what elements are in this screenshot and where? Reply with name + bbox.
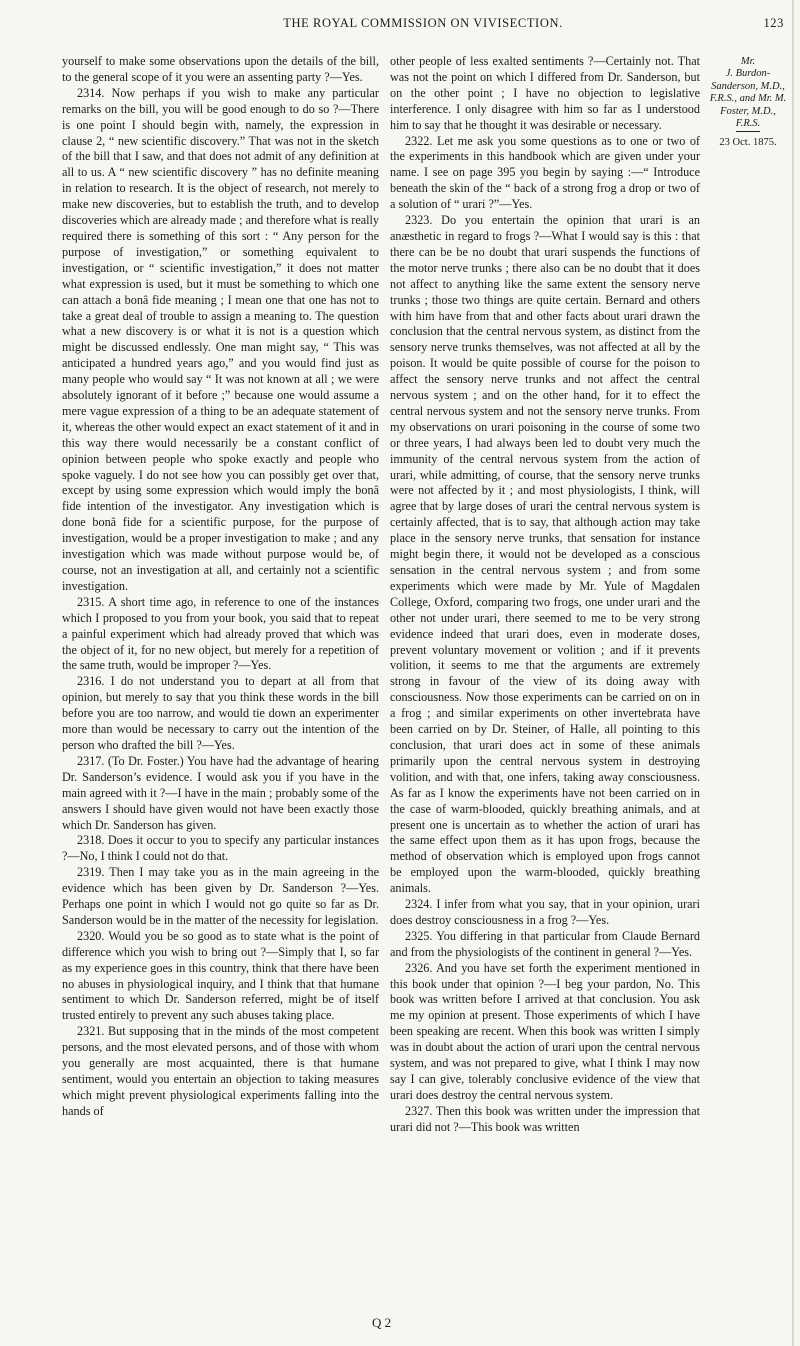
paragraph: other people of less exalted sentiments ?—Certainly not. That was not the point on which I differed from Dr. Sanderson, but on the other point ; I have no objection to legislative interference. I only disagree with him so far as I understood him to say that he thought it was desirable or necessary. [390,54,700,132]
paragraph: 2323. Do you entertain the opinion that urari is an anæsthetic in regard to frogs ?—What I would say is this : that there can be be no doubt that urari suspends the functions of the motor nerve trunks ; there also can be no doubt that it does not affect to anything like the same extent the sensory nerve trunks ; those two things are quite certain. Bernard and others with him have from that and other facts about urari drawn the conclusion that the central nervous system, as distinct from the sensory nerve trunks themselves, was not affected at all by the poison. It would be quite possible of course for the poison to affect the sensory nerve trunks and not affect the central nervous system ; and on the other hand, for it to effect the central nervous system and not the sensory nerve trunks. From my observations on urari poisoning in the course of some two or three years, I had always been led to doubt very much the immunity of the central nervous system from the action of urari, while admitting, of course, that the sensory nerve trunks were not affected by it ; and most physiologists, I think, will agree that by large doses of urari the central nervous system is certainly affected, that is to say, that although action may take place in the sensory nerve trunks, that sensation for instance might begin there, it would not be developed as a conscious sensation in the central nervous system ; and from some experiments which were made by Mr. Yule of Magdalen College, Oxford, comparing two frogs, one under urari and the other not under urari, there seemed to me to be very strong evidence indeed that urari does, even in moderate doses, prevent voluntary movement or volition ; and if it prevents volition, it seems to me that the arguments are extremely strong in favour of the view of its doing away with consciousness. Now those experiments can be carried on on in a frog ; and similar experiments on other invertebrata have been carried on by Dr. Steiner, of Halle, all pointing to this conclusion, that urari does act in some of these animals primarily upon the central nervous system in destroying volition, and with that, one infers, taking away consciousness. As far as I know the experiments have not been carried on in the case of warm-blooded, quickly breathing animals, and at present one is uncertain as to whether the action of urari has the same effect upon them as it has upon frogs, because the method of observation which is employed upon frogs cannot be employed upon the warm-blooded, quickly breathing animals. [390,213,700,896]
right-column [390,54,700,1136]
running-header [62,16,784,36]
paragraph: 2315. A short time ago, in reference to one of the instances which I proposed to you from your book, you said that to repeat a painful experiment which had already proved that which was the object of it, for no new object, but merely for a repetition of the same truth, would be improper ?—Yes. [62,594,379,673]
margin-witness-names: J. Burdon-Sanderson, M.D., F.R.S., and Mr. M. Foster, M.D., F.R.S. [709,68,787,130]
paragraph: 2314. Now perhaps if you wish to make any particular remarks on the bill, you will be good enough to do so ?—There is one point I should begin with, namely, the expression in clause 2, “ new scientific discovery.” That was not in the sketch of the bill that I saw, and that does not admit of any definition at all to us. A “ new scientific discovery ” has no definite meaning in relation to research. It is the object of research, not merely to make new discoveries, but to establish the truth, and to develop discoveries which are already made ; and therefore what is really required there is something of this sort : “ Any person for the purpose of investigation,” or something equivalent to investigation, or “ scientific investigation,” it does not matter what expression is used, but it must be something to which one can attach a bonâ fide meaning ; I mean one that one has not to take a great deal of trouble to assign a meaning to. The question what a new discovery is or what it is not is a question which might be discussed endlessly. One man might say, “ This was anticipated a hundred years ago,” and you would find just as many people who would say “ It was not known at all ; we were absolutely ignorant of it before ;” because one would assume a mere vague expression of a thing to be an adequate statement of it, whereas the other would expect an exact statement of it and in this way there would necessarily be a constant conflict of opinion between people who spoke exactly and people who spoke vaguely. I do not see how you can possibly get over that, except by using some expression which would imply the bonâ fide intention of the investigator. Any investigation which is done bonâ fide for a scientific purpose, for the purpose of investigation, would be a proper investigation to make ; and any investigation which was made without purpose would be, of course, not an investigation at all, and certainly not a scientific investigation. [62,85,379,593]
left-column [62,54,379,1120]
page-number: 123 [763,16,784,30]
paragraph: 2317. (To Dr. Foster.) You have had the advantage of hearing Dr. Sanderson’s evidence. I would ask you if you have in the main agreed with it ?—I have in the main ; probably some of the answers I should have given would not have been exactly those which Dr. Sanderson has given. [62,753,379,832]
paragraph: 2324. I infer from what you say, that in your opinion, urari does destroy consciousness in a frog ?—Yes. [390,897,700,927]
paragraph: 2319. Then I may take you as in the main agreeing in the evidence which has been given by Dr. Sanderson ?—Yes. Perhaps one point in which I would not go quite so far as Dr. Sanderson would be in the matter of the necessity for legislation. [62,865,379,927]
margin-note [708,56,788,150]
paragraph: 2326. And you have set forth the experiment mentioned in this book under that opinion ?—I beg your pardon, No. This book was written before I arrived at that conclusion. You ask me my opinion at present. Those experiments of which I have been speaking are recent. When this book was written I simply was in doubt about the action of urari upon the central nervous system, and was not prepared to give, what I think I may now say I can give, tolerably conclusive evidence of the view that urari does destroy the central nervous system. [390,960,700,1102]
paragraph: 2318. Does it occur to you to specify any particular instances ?—No, I think I could not do that. [62,833,379,864]
paragraph: 2322. Let me ask you some questions as to one or two of the experiments in this handbook which are given under your name. I see on page 395 you begin by saying :—“ Introduce beneath the skin of the “ back of a strong frog a drop or two of a solution of “ urari ?”—Yes. [390,133,700,212]
signature-mark: Q 2 [372,1315,392,1330]
paragraph: 2321. But supposing that in the minds of the most competent persons, and the most elevated persons, and of those with whom you generally are most acquainted, there is that humane sentiment, would you entertain an objection to taking measures which might prevent physiological experiments falling into the hands of [62,1024,379,1118]
paragraph: 2316. I do not understand you to depart at all from that opinion, but merely to say that you think these words in the bill before you are too narrow, and would tie down an experimenter more than would be necessary to carry out the intention of the person who drafted the bill ?—Yes. [62,674,379,752]
paragraph: 2327. Then this book was written under the impression that urari did not ?—This book was written [390,1103,700,1134]
margin-label: Mr. [740,56,756,67]
paragraph: 2320. Would you be so good as to state what is the point of difference which you wish to bring out ?—Simply that I, so far as my experience goes in this country, think that there have been no abuses in physiological inquiry, and I think that that humane sentiment to which Dr. Sanderson referred, might be of itself trusted entirely to prevent any such abuses taking place. [62,928,379,1023]
margin-rule [736,131,760,132]
margin-date: 23 Oct. 1875. [719,137,777,149]
paragraph: 2325. You differing in that particular from Claude Bernard and from the physiologists of the continent in general ?—Yes. [390,928,700,959]
paragraph: yourself to make some observations upon the details of the bill, to the general scope of it you were an assenting party ?—Yes. [62,54,379,84]
page-title: THE ROYAL COMMISSION ON VIVISECTION. [283,16,563,30]
page-edge [792,0,794,1346]
